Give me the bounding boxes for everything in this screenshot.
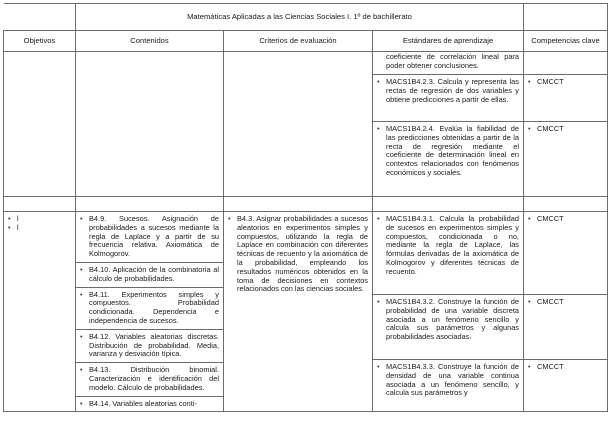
competence-item: • CMCCT xyxy=(524,75,607,122)
content-item: • B4.9. Sucesos. Asignación de probabilidades a sucesos mediante la regla de Laplace y a partir de su frecuencia relativa. Axiomática de Kolmogorov. xyxy=(76,212,223,263)
table-title: Matemáticas Aplicadas a las Ciencias Sociales I. 1º de bachillerato xyxy=(76,4,524,31)
competence-item: • CMCCT xyxy=(524,295,607,360)
header-estandares: Estándares de aprendizaje xyxy=(373,31,524,52)
standard-item: • MACS1B4.3.2. Construye la función de probabilidad de una variable discreta asociada a un fenómeno sencillo y calcula sus parámetros y algunas probabilidades asociadas. xyxy=(373,295,523,360)
header-criterios: Criterios de evaluación xyxy=(224,31,373,52)
competence-item: • CMCCT xyxy=(528,362,564,371)
content-item: • B4.14. Variables aleatorias conti- xyxy=(80,398,197,408)
curriculum-document xyxy=(3,3,607,439)
competence-item: • CMCCT xyxy=(528,124,564,133)
standard-item: • MACS1B4.2.3. Calcula y representa las rectas de regresión de dos variables y obtiene predicciones a partir de ellas. xyxy=(373,75,523,122)
standards-cell xyxy=(373,212,524,412)
competences-cell xyxy=(524,212,608,412)
header-contenidos: Contenidos xyxy=(76,31,224,52)
objectives-cell: • l • l xyxy=(4,212,76,412)
contents-cell xyxy=(76,212,224,412)
table-row xyxy=(4,52,608,197)
standard-item: • MACS1B4.3.1. Calcula la probabilidad de sucesos en experimentos simples y compuestos, condicionada o no, mediante la regla de Laplace, las fórmulas derivadas de la axiomática de Kolmogorov y diferentes técnicas de recuento. xyxy=(373,212,523,295)
content-item: • B4.12. Variables aleatorias discretas. Distribución de probabilidad. Media, varianza y desviación típica. xyxy=(76,330,223,363)
header-competencias: Competencias clave xyxy=(524,31,608,52)
table-row xyxy=(4,212,608,412)
header-objetivos: Objetivos xyxy=(4,31,76,52)
content-item: • B4.13. Distribución binomial. Caracterización e identificación del modelo. Cálculo de probabilidades. xyxy=(76,363,223,396)
content-item: • B4.10. Aplicación de la combinatoria al cálculo de probabilidades. xyxy=(76,263,223,288)
curriculum-table xyxy=(3,3,608,412)
content-item: • B4.11. Experimentos simples y compuestos. Probabilidad condicionada. Dependencia e independencia de sucesos. xyxy=(76,288,223,330)
competence-item: • CMCCT xyxy=(524,212,607,295)
standard-item: coeficiente de correlación lineal para poder obtener conclusiones. xyxy=(373,52,523,75)
criteria-cell: • B4.3. Asignar probabilidades a sucesos aleatorios en experimentos simples y compuestos, utilizando la regla de Laplace en combinación con diferentes técnicas de recuento y la axiomática de la probabilidad, empleando los resultados numéricos obtenidos en la toma de decisiones en contextos relacionados con las ciencias sociales. xyxy=(224,212,373,412)
standard-item: • MACS1B4.3.3. Construye la función de densidad de una variable continua asociada a un fenómeno sencillo, y calcula sus parámetros y xyxy=(377,362,519,398)
standard-item: • MACS1B4.2.4. Evalúa la fiabilidad de las predicciones obtenidas a partir de la recta de regresión mediante el coeficiente de determinación lineal en contextos relacionados con fenómenos económicos y sociales. xyxy=(377,124,519,177)
